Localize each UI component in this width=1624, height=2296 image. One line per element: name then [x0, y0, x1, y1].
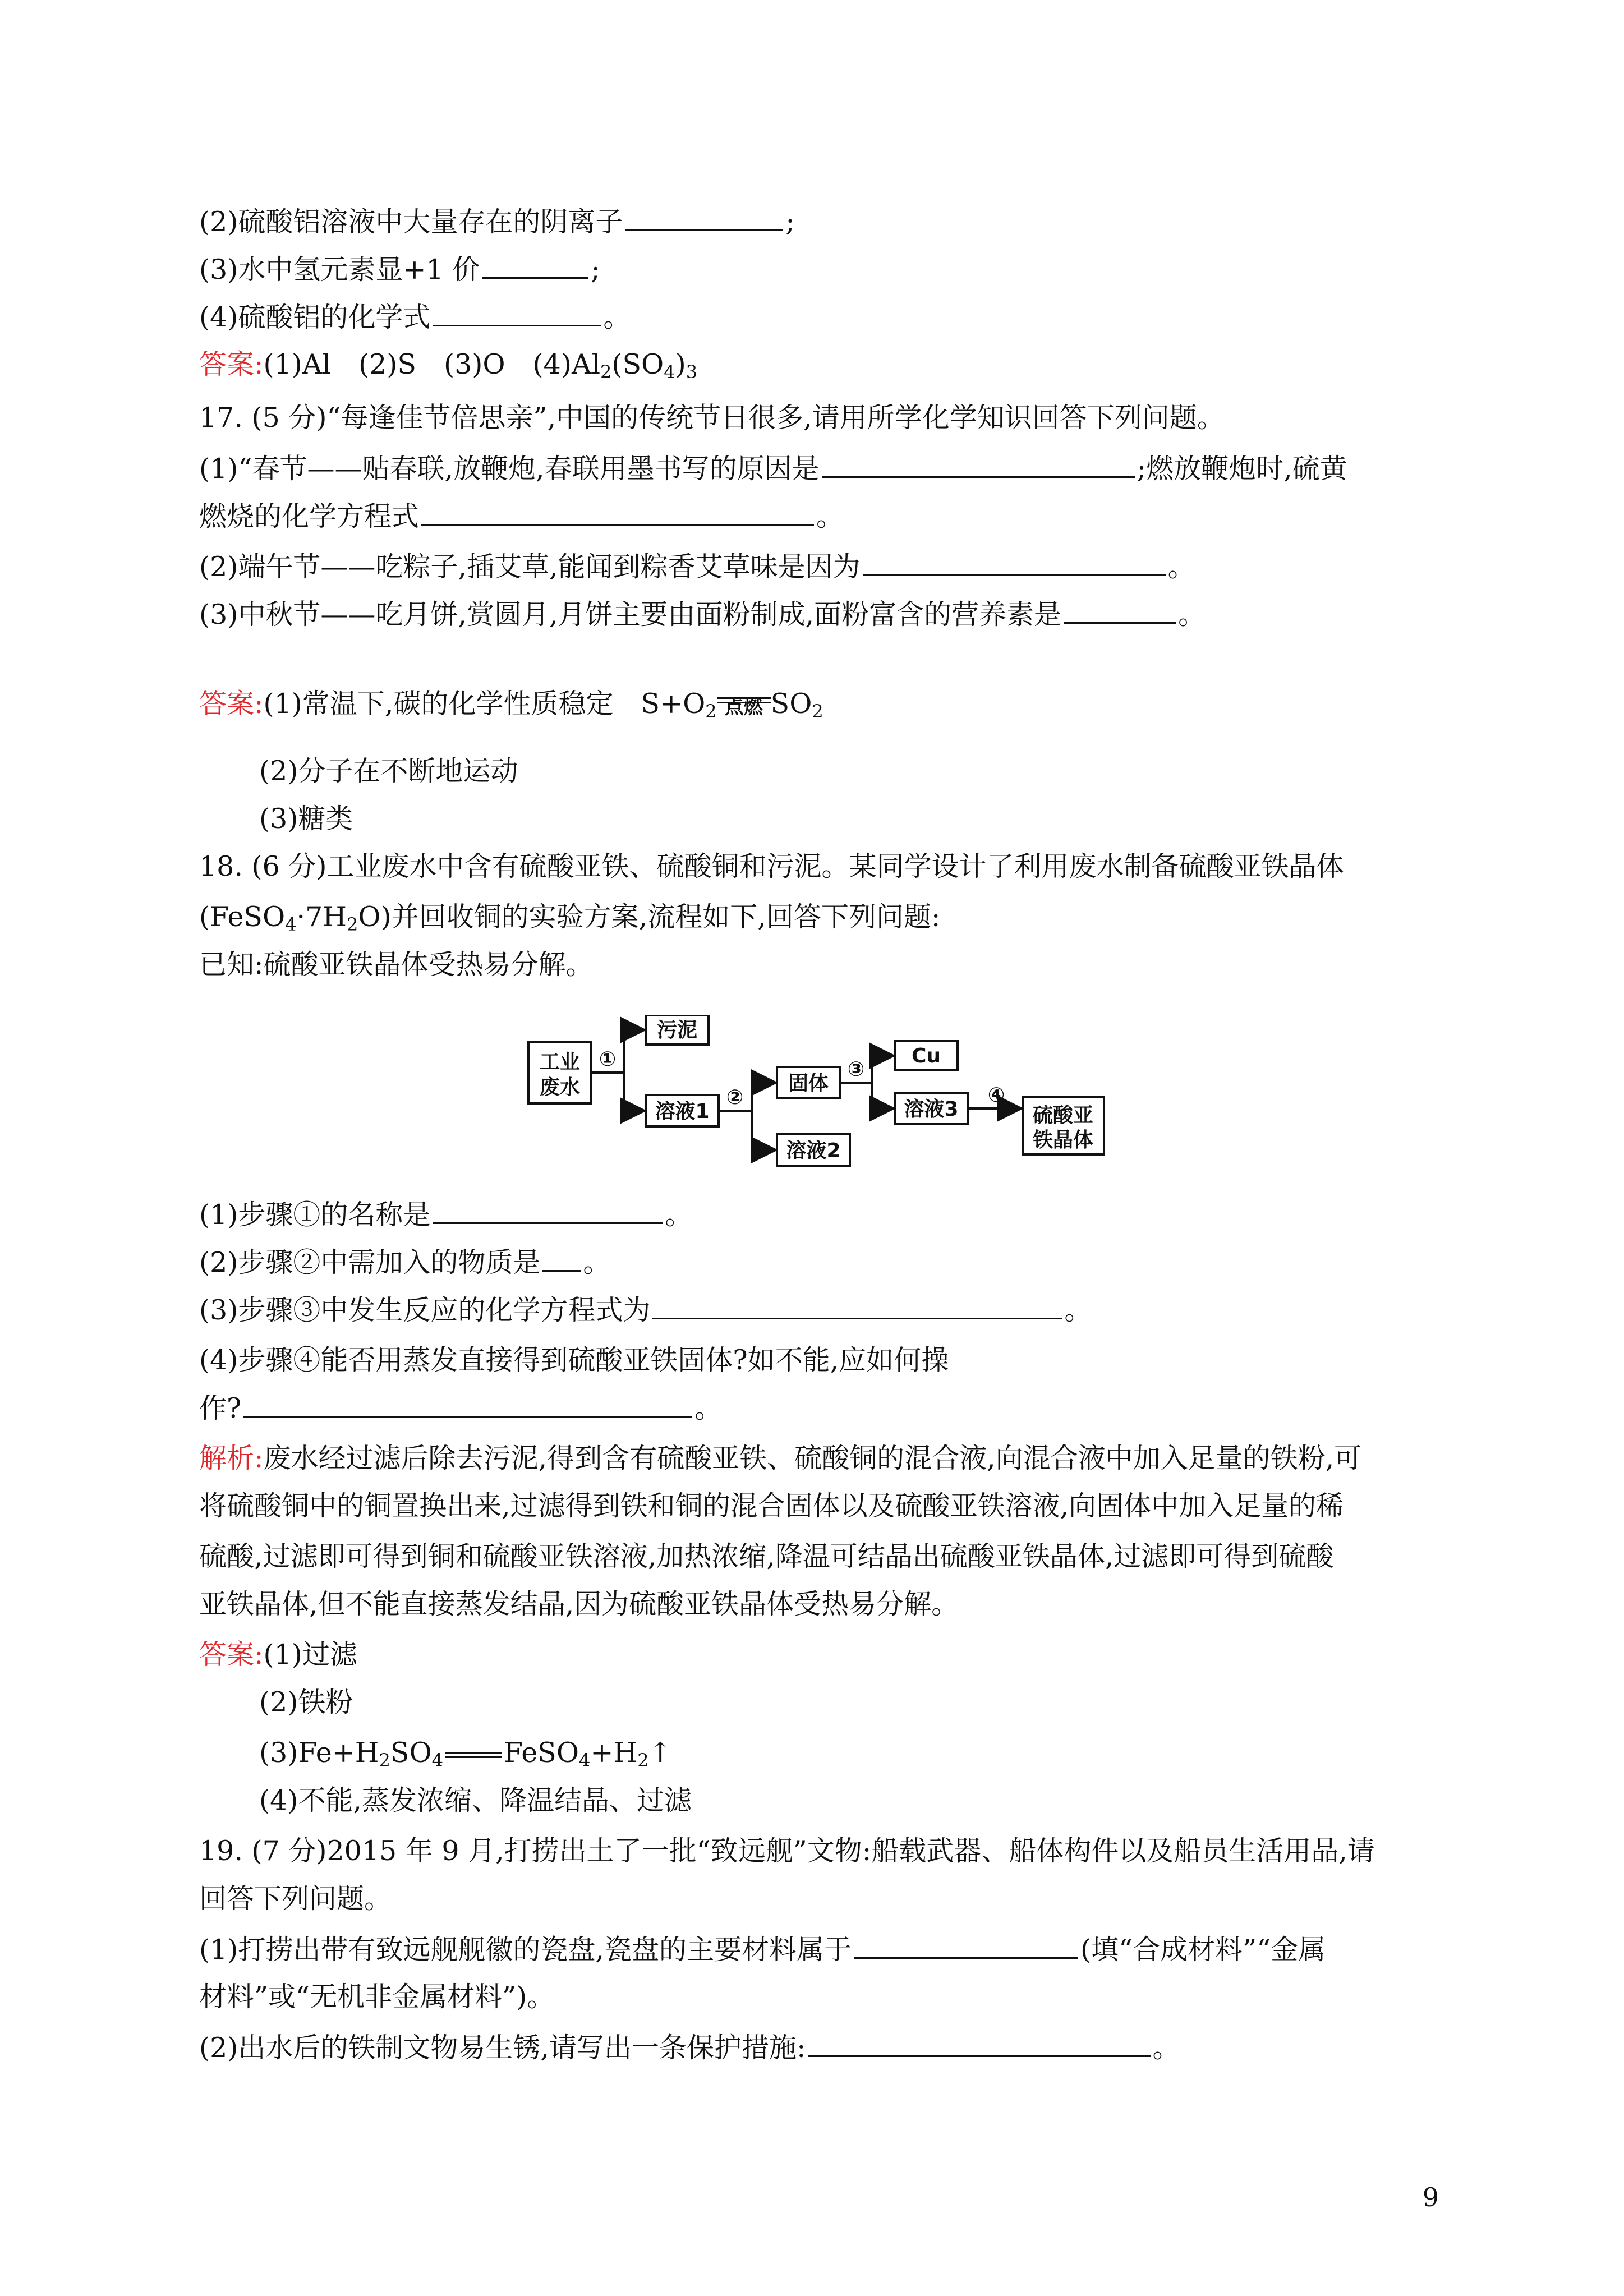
- label-product-1: 硫酸亚: [1032, 1104, 1094, 1127]
- answer-blank[interactable]: [625, 205, 783, 231]
- step-3-marker: ③: [847, 1058, 865, 1081]
- answer-blank[interactable]: [854, 1932, 1078, 1959]
- answer-label: 答案:: [199, 348, 264, 380]
- label-industrial: 工业: [539, 1051, 581, 1074]
- step-1-marker: ①: [599, 1048, 617, 1071]
- q18-part3: (3)步骤③中发生反应的化学方程式为 。: [199, 1294, 1092, 1326]
- answer-blank[interactable]: [1064, 597, 1176, 624]
- q19-part2: (2)出水后的铁制文物易生锈,请写出一条保护措施: 。: [199, 2032, 1180, 2064]
- q18-answer-3: $(3)Fe+H_2SO_4$ $FeSO_4+H_2↑$: [259, 1737, 672, 1771]
- answer-blank[interactable]: [482, 252, 588, 279]
- q17-answer-1: 答案:(1)常温下,碳的化学性质稳定 $S+O_2$ 点燃 $SO_2$: [199, 688, 823, 722]
- label-solution-1: 溶液1: [655, 1100, 710, 1123]
- q18-stem-2: $(FeSO_4\cdot 7H_2O)$并回收铜的实验方案,流程如下,回答下列问题:: [199, 901, 941, 935]
- answer-label: 答案:: [199, 1639, 264, 1671]
- label-solution-3: 溶液3: [904, 1098, 959, 1121]
- q18-part4-cont: 作? 。: [199, 1392, 723, 1424]
- q19-stem-2: 回答下列问题。: [199, 1883, 392, 1915]
- q19-stem-1: 19. (7 分)2015 年 9 月,打捞出土了一批“致远舰”文物:船载武器、船体构件以及船员生活用品,请: [199, 1835, 1375, 1867]
- q17-stem: 17. (5 分)“每逢佳节倍思亲”,中国的传统节日很多,请用所学化学知识回答下列问题。: [199, 402, 1225, 434]
- process-flow-diagram: [522, 1015, 1128, 1195]
- answer-blank[interactable]: [243, 1391, 692, 1418]
- answer-label: 答案:: [199, 688, 264, 720]
- answer-blank[interactable]: [542, 1245, 581, 1272]
- q18-analysis-4: 亚铁晶体,但不能直接蒸发结晶,因为硫酸亚铁晶体受热易分解。: [199, 1588, 959, 1620]
- q18-part1: (1)步骤①的名称是 。: [199, 1199, 693, 1231]
- q17-part1-cont: 燃烧的化学方程式 。: [199, 500, 844, 532]
- answer-blank[interactable]: [822, 452, 1135, 478]
- q18-answer-4: (4)不能,蒸发浓缩、降温结晶、过滤: [259, 1784, 692, 1816]
- q18-part4: (4)步骤④能否用蒸发直接得到硫酸亚铁固体?如不能,应如何操: [199, 1344, 949, 1376]
- answer-blank[interactable]: [421, 499, 814, 526]
- q16-part4: (4)硫酸铝的化学式 。: [199, 301, 631, 333]
- q18-analysis-1: 解析:废水经过滤后除去污泥,得到含有硫酸亚铁、硫酸铜的混合液,向混合液中加入足量的铁粉,可: [199, 1442, 1362, 1474]
- q16-answer: 答案:(1)Al (2)S (3)O $(4)Al_2(SO_4)_3$: [199, 348, 698, 383]
- q18-part2: (2)步骤②中需加入的物质是 。: [199, 1246, 611, 1278]
- step-2-marker: ②: [726, 1086, 744, 1109]
- analysis-label: 解析:: [199, 1442, 264, 1474]
- q17-part3: (3)中秋节——吃月饼,赏圆月,月饼主要由面粉制成,面粉富含的营养素是 。: [199, 599, 1206, 631]
- q18-known: 已知:硫酸亚铁晶体受热易分解。: [199, 949, 594, 981]
- q18-analysis-3: 硫酸,过滤即可得到铜和硫酸亚铁溶液,加热浓缩,降温可结晶出硫酸亚铁晶体,过滤即可得到硫酸: [199, 1540, 1334, 1572]
- q17-part1: (1)“春节——贴春联,放鞭炮,春联用墨书写的原因是 ;燃放鞭炮时,硫黄: [199, 453, 1347, 485]
- label-solid: 固体: [788, 1072, 829, 1095]
- q16-part2: (2)硫酸铝溶液中大量存在的阴离子 ;: [199, 206, 795, 238]
- answer-blank[interactable]: [652, 1293, 1062, 1319]
- q17-answer-3: (3)糖类: [259, 803, 353, 835]
- label-product-2: 铁晶体: [1032, 1129, 1094, 1152]
- q18-analysis-2: 将硫酸铜中的铜置换出来,过滤得到铁和铜的混合固体以及硫酸亚铁溶液,向固体中加入足量的稀: [199, 1490, 1344, 1522]
- reaction-equals-sign: [445, 1752, 502, 1758]
- answer-blank[interactable]: [863, 550, 1166, 576]
- label-wastewater: 废水: [539, 1076, 581, 1099]
- answer-blank[interactable]: [808, 2031, 1151, 2057]
- step-4-marker: ④: [987, 1084, 1005, 1107]
- q18-answer-2: (2)铁粉: [259, 1686, 353, 1718]
- q16-part3: (3)水中氢元素显+1 价 ;: [199, 254, 600, 286]
- q19-part1-cont: 材料”或“无机非金属材料”)。: [199, 1981, 555, 2013]
- page-number: 9: [1422, 2182, 1439, 2212]
- answer-blank[interactable]: [433, 300, 601, 326]
- q18-answer-1: 答案:(1)过滤: [199, 1639, 357, 1671]
- label-copper: Cu: [911, 1045, 941, 1068]
- q19-part1: (1)打捞出带有致远舰舰徽的瓷盘,瓷盘的主要材料属于 (填“合成材料”“金属: [199, 1934, 1326, 1966]
- answer-blank[interactable]: [433, 1198, 663, 1224]
- q17-part2: (2)端午节——吃粽子,插艾草,能闻到粽香艾草味是因为 。: [199, 551, 1195, 583]
- label-solution-2: 溶液2: [786, 1139, 841, 1162]
- q18-stem-1: 18. (6 分)工业废水中含有硫酸亚铁、硫酸铜和污泥。某同学设计了利用废水制备硫酸亚铁晶体: [199, 850, 1344, 882]
- label-sludge: 污泥: [656, 1019, 698, 1042]
- q17-answer-2: (2)分子在不断地运动: [259, 755, 518, 787]
